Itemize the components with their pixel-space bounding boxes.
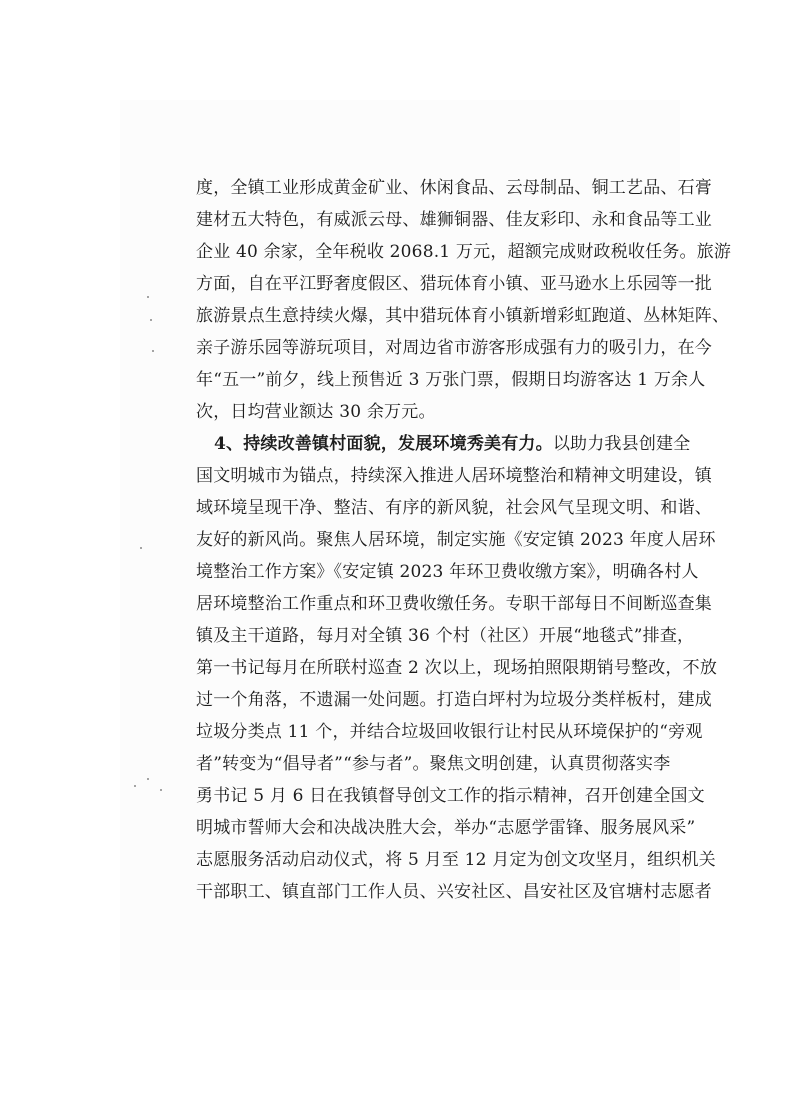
paragraph-line: 亲子游乐园等游玩项目，对周边省市游客形成强有力的吸引力，在今 [196,338,712,358]
paragraph-line: 建材五大特色，有威派云母、雄狮铜器、佳友彩印、永和食品等工业 [196,210,712,230]
scan-speck [147,296,149,298]
paragraph-line: 者”转变为“倡导者”“参与者”。聚焦文明创建，认真贯彻落实李 [196,754,671,774]
paragraph-line: 年“五一”前夕，线上预售近 3 万张门票，假期日均游客达 1 万余人 [196,370,706,390]
paragraph-line: 明城市誓师大会和决战决胜大会，举办“志愿学雷锋、服务展风采” [196,818,696,838]
paragraph-line: 友好的新风尚。聚焦人居环境，制定实施《安定镇 2023 年度人居环 [196,530,716,550]
section-heading-line [196,428,691,460]
paragraph-line: 志愿服务活动启动仪式，将 5 月至 12 月定为创文攻坚月，组织机关 [196,850,716,870]
paragraph-line: 国文明城市为锚点，持续深入推进人居环境整治和精神文明建设，镇 [196,466,712,486]
scan-speck [152,350,154,352]
paragraph-line: 第一书记每月在所联村巡查 2 次以上，现场拍照限期销号整改，不放 [196,658,718,678]
paragraph-line: 勇书记 5 月 6 日在我镇督导创文工作的指示精神，召开创建全国文 [196,786,705,806]
paragraph-line: 垃圾分类点 11 个，并结合垃圾回收银行让村民从环境保护的“旁观 [196,722,703,742]
paragraph-line: 次，日均营业额达 30 余万元。 [196,402,436,422]
scan-speck [150,319,152,321]
paragraph-line: 度，全镇工业形成黄金矿业、休闲食品、云母制品、铜工艺品、石膏 [196,178,712,198]
body-text [196,172,732,908]
paragraph-line: 域环境呈现干净、整洁、有序的新风貌，社会风气呈现文明、和谐、 [196,498,712,518]
paragraph-line: 镇及主干道路，每月对全镇 36 个村（社区）开展“地毯式”排查， [196,626,695,646]
paragraph-line: 境整治工作方案》《安定镇 2023 年环卫费收缴方案》，明确各村人 [196,562,699,582]
section-heading: 4、持续改善镇村面貌，发展环境秀美有力。 [214,434,553,454]
paragraph-line: 旅游景点生意持续火爆，其中猎玩体育小镇新增彩虹跑道、丛林矩阵、 [196,306,730,326]
scan-speck [134,785,136,787]
scan-speck [140,547,142,549]
paragraph-line: 居环境整治工作重点和环卫费收缴任务。专职干部每日不间断巡查集 [196,594,712,614]
section-heading-rest: 以助力我县创建全 [552,434,691,454]
paragraph-line: 过一个角落，不遗漏一处问题。打造白坪村为垃圾分类样板村，建成 [196,690,712,710]
paragraph-line: 方面，自在平江野奢度假区、猎玩体育小镇、亚马逊水上乐园等一批 [196,274,712,294]
paragraph-line: 干部职工、镇直部门工作人员、兴安社区、昌安社区及官塘村志愿者 [196,882,712,902]
scan-speck [147,778,149,780]
paragraph-line: 企业 40 余家，全年税收 2068.1 万元，超额完成财政税收任务。旅游 [196,242,732,262]
scan-speck [160,789,162,791]
